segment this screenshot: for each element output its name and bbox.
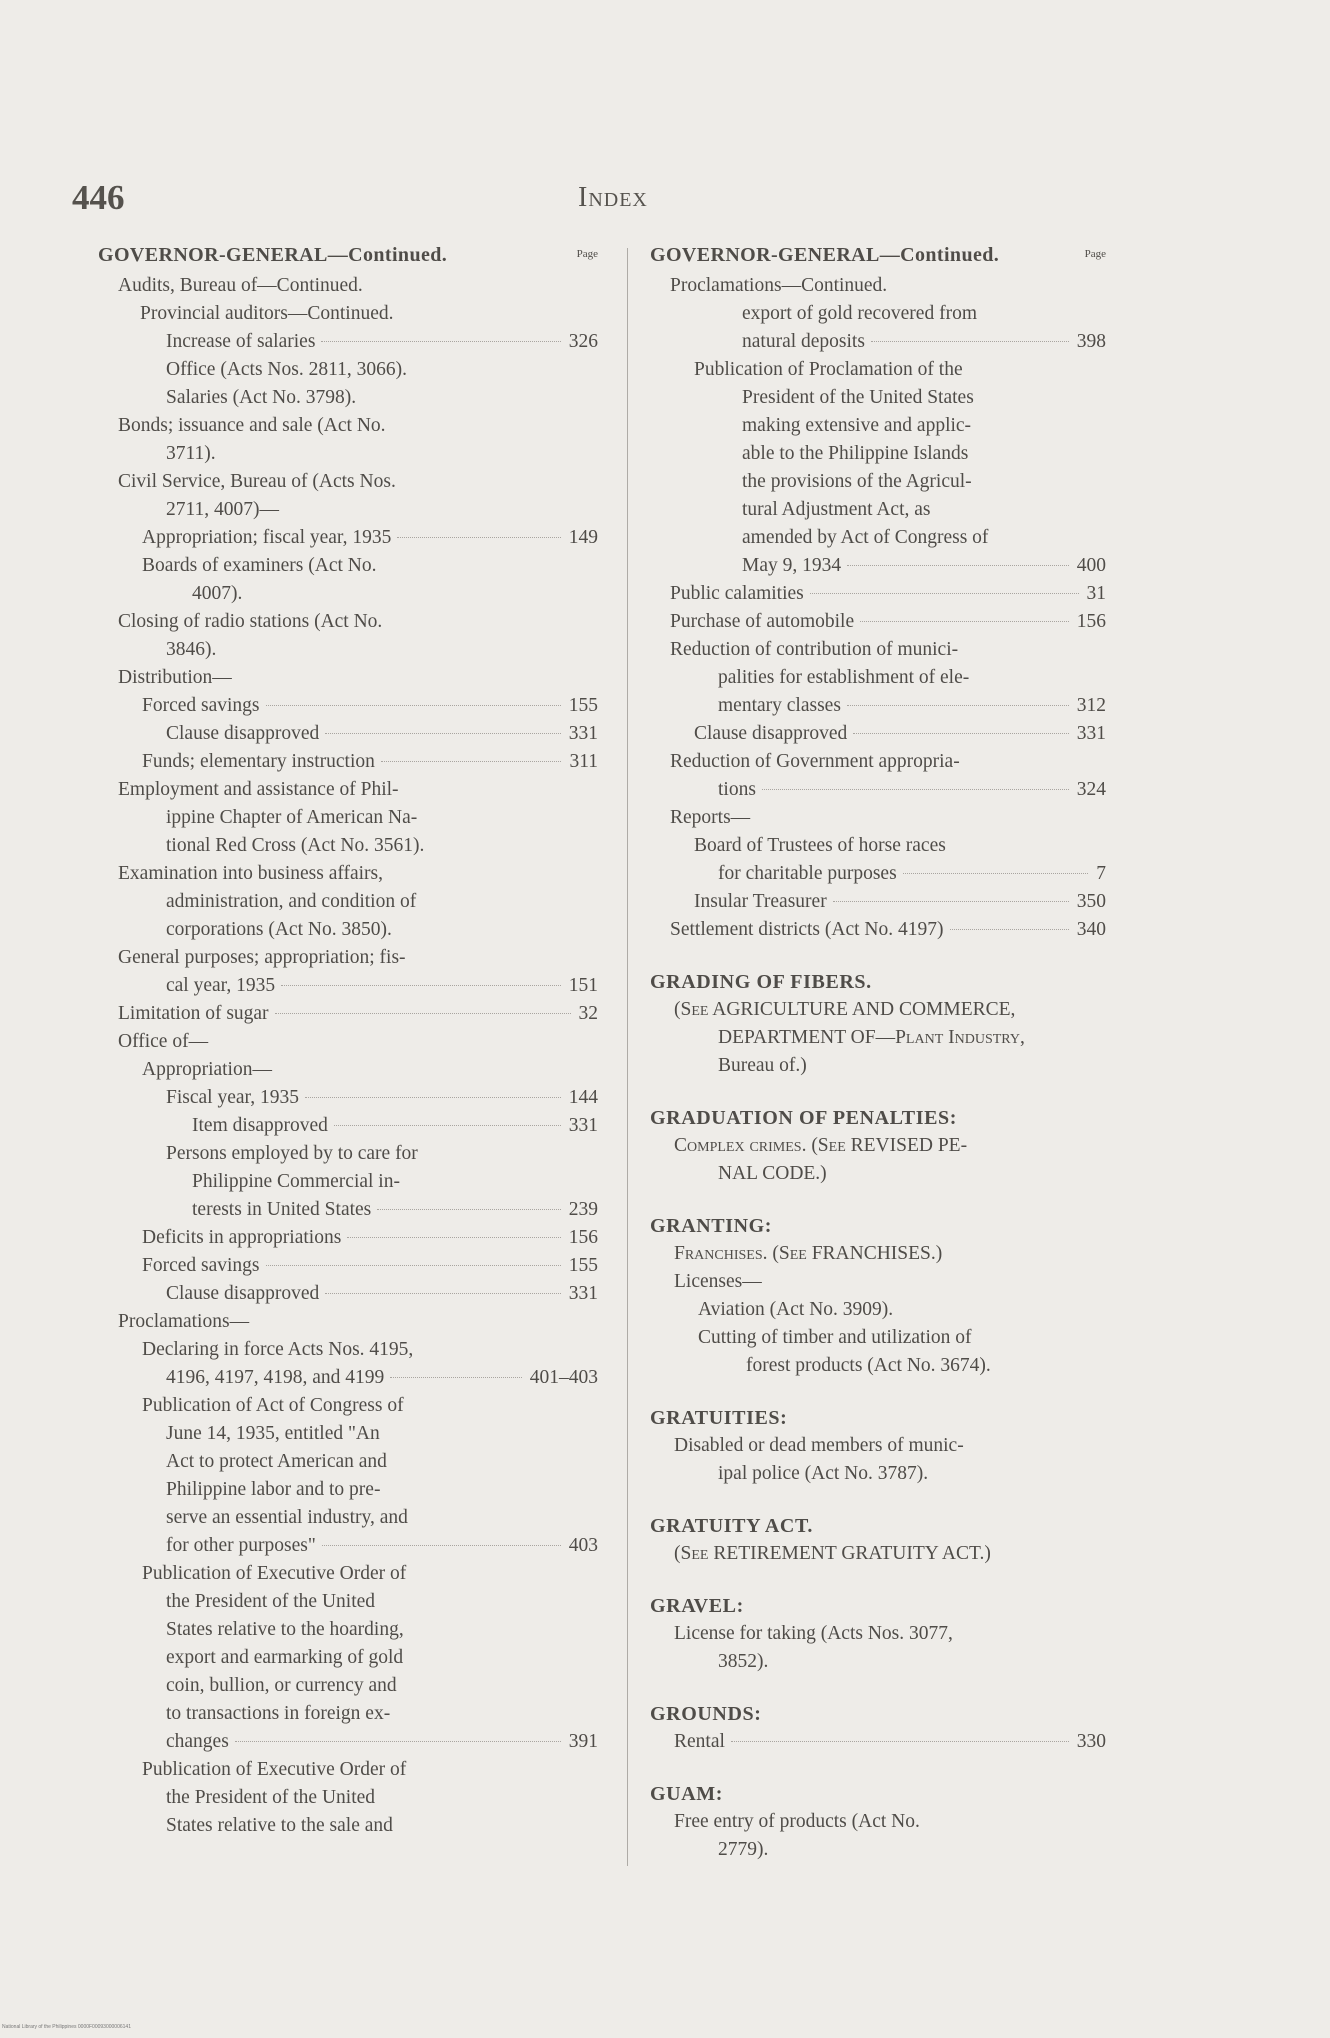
entry-text: coin, bullion, or currency and bbox=[166, 1675, 397, 1696]
index-entry bbox=[650, 1052, 1106, 1080]
index-entry bbox=[98, 1728, 598, 1756]
index-entry bbox=[98, 300, 598, 328]
entry-text: 3846). bbox=[166, 639, 217, 660]
leader-dots bbox=[235, 1741, 561, 1742]
index-entry bbox=[98, 608, 598, 636]
page-ref: 398 bbox=[1076, 331, 1106, 352]
entry-text: Boards of examiners (Act No. bbox=[142, 555, 377, 576]
leader-dots bbox=[266, 1265, 561, 1266]
entry-text: States relative to the sale and bbox=[166, 1815, 393, 1836]
entry-text: Office (Acts Nos. 2811, 3066). bbox=[166, 359, 407, 380]
index-entry bbox=[98, 1700, 598, 1728]
index-entry bbox=[98, 1280, 598, 1308]
index-entry bbox=[98, 384, 598, 412]
index-entry bbox=[98, 356, 598, 384]
leader-dots bbox=[860, 621, 1069, 622]
column-header bbox=[98, 244, 598, 272]
entry-text: Bonds; issuance and sale (Act No. bbox=[118, 415, 386, 436]
index-entry bbox=[98, 1504, 598, 1532]
index-entry bbox=[98, 972, 598, 1000]
index-entry bbox=[650, 1460, 1106, 1488]
index-entry bbox=[650, 776, 1106, 804]
index-entry bbox=[650, 1352, 1106, 1380]
page-ref: 32 bbox=[578, 1003, 598, 1024]
entry-text: serve an essential industry, and bbox=[166, 1507, 408, 1528]
entry-text: terests in United States bbox=[192, 1199, 372, 1220]
index-entry bbox=[98, 272, 598, 300]
entry-text: Aviation (Act No. 3909). bbox=[698, 1299, 894, 1320]
entry-text: the President of the United bbox=[166, 1591, 376, 1612]
index-entry bbox=[650, 524, 1106, 552]
entry-text: Declaring in force Acts Nos. 4195, bbox=[142, 1339, 414, 1360]
index-entry bbox=[98, 888, 598, 916]
index-entry bbox=[98, 944, 598, 972]
index-entry bbox=[98, 468, 598, 496]
page-ref: 350 bbox=[1076, 891, 1106, 912]
index-entry bbox=[98, 1392, 598, 1420]
page-ref: 331 bbox=[568, 1283, 598, 1304]
entry-text: GRATUITIES: bbox=[650, 1407, 788, 1429]
entry-text: May 9, 1934 bbox=[742, 555, 842, 576]
index-entry bbox=[650, 1024, 1106, 1052]
index-entry bbox=[650, 1160, 1106, 1188]
index-entry bbox=[650, 1432, 1106, 1460]
entry-text: Rental bbox=[674, 1731, 725, 1752]
entry-text: tions bbox=[718, 779, 756, 800]
index-entry bbox=[98, 580, 598, 608]
entry-text: Settlement districts (Act No. 4197) bbox=[670, 919, 944, 940]
page-ref: 156 bbox=[568, 1227, 598, 1248]
entry-text: Franchises. (See FRANCHISES.) bbox=[674, 1243, 943, 1264]
entry-text: Persons employed by to care for bbox=[166, 1143, 418, 1164]
index-entry bbox=[650, 1268, 1106, 1296]
index-entry bbox=[98, 1756, 598, 1784]
index-entry bbox=[98, 832, 598, 860]
leader-dots bbox=[334, 1125, 561, 1126]
index-entry bbox=[98, 1000, 598, 1028]
page-ref: 331 bbox=[1076, 723, 1106, 744]
entry-text: for other purposes" bbox=[166, 1535, 316, 1556]
entry-text: Provincial auditors—Continued. bbox=[140, 303, 394, 324]
entry-text: Reduction of Government appropria- bbox=[670, 751, 960, 772]
leader-dots bbox=[810, 593, 1079, 594]
entry-text: (See AGRICULTURE AND COMMERCE, bbox=[674, 999, 1016, 1020]
entry-text: Reduction of contribution of munici- bbox=[670, 639, 959, 660]
index-entry bbox=[98, 524, 598, 552]
index-entry bbox=[650, 916, 1106, 944]
index-entry bbox=[98, 1168, 598, 1196]
entry-text: to transactions in foreign ex- bbox=[166, 1703, 391, 1724]
entry-text: Appropriation— bbox=[142, 1059, 272, 1080]
entry-text: making extensive and applic- bbox=[742, 415, 972, 436]
index-entry bbox=[650, 1648, 1106, 1676]
index-heading bbox=[650, 968, 1106, 996]
entry-text: corporations (Act No. 3850). bbox=[166, 919, 392, 940]
index-entry bbox=[98, 1112, 598, 1140]
page-ref: 312 bbox=[1076, 695, 1106, 716]
index-entry bbox=[98, 1364, 598, 1392]
index-entry bbox=[650, 552, 1106, 580]
index-entry bbox=[98, 1616, 598, 1644]
right-index-column bbox=[650, 244, 1106, 1864]
index-entry bbox=[98, 1560, 598, 1588]
index-entry bbox=[650, 1620, 1106, 1648]
entry-text: cal year, 1935 bbox=[166, 975, 276, 996]
index-entries bbox=[98, 272, 598, 1840]
entry-text: GUAM: bbox=[650, 1783, 723, 1805]
index-entry bbox=[650, 384, 1106, 412]
entry-text: Bureau of.) bbox=[718, 1055, 807, 1076]
entry-text: June 14, 1935, entitled "An bbox=[166, 1423, 380, 1444]
index-entry bbox=[98, 664, 598, 692]
entry-text: States relative to the hoarding, bbox=[166, 1619, 404, 1640]
entry-text: GRADUATION OF PENALTIES: bbox=[650, 1107, 958, 1129]
leader-dots bbox=[377, 1209, 560, 1210]
index-entry bbox=[98, 1336, 598, 1364]
entry-text: DEPARTMENT OF—Plant Industry, bbox=[718, 1027, 1025, 1048]
entry-text: natural deposits bbox=[742, 331, 865, 352]
index-entry bbox=[650, 720, 1106, 748]
leader-dots bbox=[390, 1377, 521, 1378]
index-entry bbox=[98, 916, 598, 944]
index-entry bbox=[98, 1476, 598, 1504]
index-entry bbox=[98, 748, 598, 776]
entry-text: Closing of radio stations (Act No. bbox=[118, 611, 383, 632]
page-ref: 324 bbox=[1076, 779, 1106, 800]
entry-text: Office of— bbox=[118, 1031, 209, 1052]
entry-text: Purchase of automobile bbox=[670, 611, 855, 632]
index-entry bbox=[650, 300, 1106, 328]
index-entry bbox=[98, 1532, 598, 1560]
index-entry bbox=[650, 328, 1106, 356]
column-header bbox=[650, 244, 1106, 272]
index-entry bbox=[650, 496, 1106, 524]
entry-text: ipal police (Act No. 3787). bbox=[718, 1463, 929, 1484]
index-entry bbox=[98, 1588, 598, 1616]
index-entry bbox=[650, 636, 1106, 664]
index-entry bbox=[650, 1132, 1106, 1160]
index-entry bbox=[650, 468, 1106, 496]
page-ref: 401–403 bbox=[529, 1367, 598, 1388]
leader-dots bbox=[305, 1097, 561, 1098]
entry-text: Forced savings bbox=[142, 695, 260, 716]
page-ref: 403 bbox=[568, 1535, 598, 1556]
index-entry bbox=[650, 608, 1106, 636]
column-header-label: GOVERNOR-GENERAL—Continued. bbox=[650, 244, 1000, 266]
entry-text: GRANTING: bbox=[650, 1215, 773, 1237]
index-heading bbox=[650, 1512, 1106, 1540]
leader-dots bbox=[381, 761, 562, 762]
leader-dots bbox=[833, 901, 1069, 902]
running-head: Index bbox=[578, 182, 648, 213]
index-entry bbox=[650, 1728, 1106, 1756]
entry-text: 3711). bbox=[166, 443, 216, 464]
entry-text: Act to protect American and bbox=[166, 1451, 387, 1472]
entry-text: 2711, 4007)— bbox=[166, 499, 280, 520]
page-ref: 331 bbox=[568, 1115, 598, 1136]
index-entry bbox=[98, 692, 598, 720]
index-entry bbox=[98, 804, 598, 832]
index-entry bbox=[98, 1672, 598, 1700]
entry-text: Employment and assistance of Phil- bbox=[118, 779, 399, 800]
entry-text: Board of Trustees of horse races bbox=[694, 835, 946, 856]
index-heading bbox=[650, 1404, 1106, 1432]
index-entry bbox=[98, 860, 598, 888]
index-entry bbox=[98, 1812, 598, 1840]
page-ref: 340 bbox=[1076, 919, 1106, 940]
index-entry bbox=[650, 888, 1106, 916]
entry-text: tural Adjustment Act, as bbox=[742, 499, 931, 520]
entry-text: Item disapproved bbox=[192, 1115, 328, 1136]
index-entry bbox=[98, 1308, 598, 1336]
entry-text: Increase of salaries bbox=[166, 331, 316, 352]
entry-text: able to the Philippine Islands bbox=[742, 443, 969, 464]
entry-text: tional Red Cross (Act No. 3561). bbox=[166, 835, 425, 856]
entry-text: Public calamities bbox=[670, 583, 804, 604]
leader-dots bbox=[762, 789, 1069, 790]
entry-text: Reports— bbox=[670, 807, 751, 828]
index-entry bbox=[98, 636, 598, 664]
entry-text: Deficits in appropriations bbox=[142, 1227, 342, 1248]
entry-text: 4007). bbox=[192, 583, 243, 604]
index-heading bbox=[650, 1780, 1106, 1808]
column-header-label: GOVERNOR-GENERAL—Continued. bbox=[98, 244, 448, 266]
entry-text: 2779). bbox=[718, 1839, 769, 1860]
index-entry bbox=[98, 1784, 598, 1812]
index-entry bbox=[650, 580, 1106, 608]
entry-text: Salaries (Act No. 3798). bbox=[166, 387, 357, 408]
entry-text: Philippine labor and to pre- bbox=[166, 1479, 381, 1500]
index-entry bbox=[650, 440, 1106, 468]
index-entry bbox=[98, 776, 598, 804]
entry-text: Clause disapproved bbox=[166, 723, 320, 744]
index-heading bbox=[650, 1104, 1106, 1132]
entry-text: Philippine Commercial in- bbox=[192, 1171, 400, 1192]
entry-text: (See RETIREMENT GRATUITY ACT.) bbox=[674, 1543, 991, 1564]
index-entry bbox=[650, 832, 1106, 860]
index-entry bbox=[650, 692, 1106, 720]
leader-dots bbox=[321, 341, 560, 342]
page-ref: 151 bbox=[568, 975, 598, 996]
index-entry bbox=[650, 664, 1106, 692]
entry-text: Publication of Act of Congress of bbox=[142, 1395, 404, 1416]
index-entry bbox=[98, 412, 598, 440]
entry-text: export and earmarking of gold bbox=[166, 1647, 404, 1668]
column-divider bbox=[627, 248, 628, 1866]
entry-text: Clause disapproved bbox=[166, 1283, 320, 1304]
entry-text: Free entry of products (Act No. bbox=[674, 1811, 920, 1832]
page-ref: 155 bbox=[568, 695, 598, 716]
entry-text: Licenses— bbox=[674, 1271, 762, 1292]
page-ref: 400 bbox=[1076, 555, 1106, 576]
index-entry bbox=[650, 1296, 1106, 1324]
page-column-label: Page bbox=[1084, 248, 1106, 260]
entry-text: Cutting of timber and utilization of bbox=[698, 1327, 972, 1348]
index-entry bbox=[650, 412, 1106, 440]
entry-text: Funds; elementary instruction bbox=[142, 751, 375, 772]
entry-text: Clause disapproved bbox=[694, 723, 848, 744]
entry-text: Proclamations—Continued. bbox=[670, 275, 888, 296]
left-index-column bbox=[98, 244, 598, 1840]
entry-text: administration, and condition of bbox=[166, 891, 417, 912]
index-entry bbox=[650, 356, 1106, 384]
page-ref: 149 bbox=[568, 527, 598, 548]
index-entry bbox=[98, 496, 598, 524]
entry-text: the President of the United bbox=[166, 1787, 376, 1808]
leader-dots bbox=[275, 1013, 571, 1014]
page-ref: 7 bbox=[1096, 863, 1106, 884]
entry-text: GRADING OF FIBERS. bbox=[650, 971, 872, 993]
entry-text: Audits, Bureau of—Continued. bbox=[118, 275, 363, 296]
index-entry bbox=[650, 1808, 1106, 1836]
page-ref: 311 bbox=[569, 751, 598, 772]
entry-text: GRATUITY ACT. bbox=[650, 1515, 814, 1537]
entry-text: palities for establishment of ele- bbox=[718, 667, 970, 688]
index-entry bbox=[650, 1240, 1106, 1268]
entry-text: GRAVEL: bbox=[650, 1595, 744, 1617]
index-entry bbox=[650, 996, 1106, 1024]
entry-text: 3852). bbox=[718, 1651, 769, 1672]
entry-text: the provisions of the Agricul- bbox=[742, 471, 972, 492]
page-ref: 330 bbox=[1076, 1731, 1106, 1752]
entry-text: Forced savings bbox=[142, 1255, 260, 1276]
page-ref: 326 bbox=[568, 331, 598, 352]
leader-dots bbox=[847, 705, 1069, 706]
index-entry bbox=[650, 860, 1106, 888]
leader-dots bbox=[347, 1237, 560, 1238]
index-entry bbox=[650, 1836, 1106, 1864]
leader-dots bbox=[325, 733, 560, 734]
index-entry bbox=[98, 1224, 598, 1252]
leader-dots bbox=[853, 733, 1068, 734]
index-heading bbox=[650, 1592, 1106, 1620]
leader-dots bbox=[397, 537, 560, 538]
index-entries bbox=[650, 272, 1106, 1864]
entry-text: Limitation of sugar bbox=[118, 1003, 269, 1024]
entry-text: Civil Service, Bureau of (Acts Nos. bbox=[118, 471, 396, 492]
index-entry bbox=[98, 1028, 598, 1056]
entry-text: NAL CODE.) bbox=[718, 1163, 827, 1184]
index-entry bbox=[98, 1084, 598, 1112]
index-entry bbox=[98, 1140, 598, 1168]
entry-text: Appropriation; fiscal year, 1935 bbox=[142, 527, 392, 548]
entry-text: amended by Act of Congress of bbox=[742, 527, 989, 548]
index-entry bbox=[650, 1324, 1106, 1352]
entry-text: Fiscal year, 1935 bbox=[166, 1087, 299, 1108]
entry-text: Examination into business affairs, bbox=[118, 863, 384, 884]
entry-text: Complex crimes. (See REVISED PE- bbox=[674, 1135, 968, 1156]
entry-text: changes bbox=[166, 1731, 229, 1752]
leader-dots bbox=[325, 1293, 560, 1294]
page-ref: 331 bbox=[568, 723, 598, 744]
footer-credit: National Library of the Philippines 0000F00093000006141 bbox=[2, 2024, 131, 2030]
page-ref: 155 bbox=[568, 1255, 598, 1276]
index-entry bbox=[650, 748, 1106, 776]
entry-text: Disabled or dead members of munic- bbox=[674, 1435, 964, 1456]
entry-text: President of the United States bbox=[742, 387, 974, 408]
page-column-label: Page bbox=[576, 248, 598, 260]
index-entry bbox=[650, 804, 1106, 832]
page-ref: 144 bbox=[568, 1087, 598, 1108]
index-heading bbox=[650, 1212, 1106, 1240]
index-entry bbox=[98, 440, 598, 468]
page-number: 446 bbox=[72, 178, 125, 217]
page-ref: 156 bbox=[1076, 611, 1106, 632]
index-entry bbox=[650, 272, 1106, 300]
entry-text: Proclamations— bbox=[118, 1311, 250, 1332]
index-entry bbox=[98, 552, 598, 580]
page-ref: 31 bbox=[1086, 583, 1106, 604]
entry-text: for charitable purposes bbox=[718, 863, 897, 884]
entry-text: 4196, 4197, 4198, and 4199 bbox=[166, 1367, 385, 1388]
leader-dots bbox=[871, 341, 1069, 342]
entry-text: mentary classes bbox=[718, 695, 841, 716]
leader-dots bbox=[266, 705, 561, 706]
leader-dots bbox=[847, 565, 1069, 566]
index-entry bbox=[98, 720, 598, 748]
entry-text: forest products (Act No. 3674). bbox=[746, 1355, 991, 1376]
index-entry bbox=[98, 1056, 598, 1084]
entry-text: Distribution— bbox=[118, 667, 232, 688]
page-ref: 391 bbox=[568, 1731, 598, 1752]
index-entry bbox=[98, 328, 598, 356]
leader-dots bbox=[950, 929, 1069, 930]
index-entry bbox=[98, 1252, 598, 1280]
entry-text: Insular Treasurer bbox=[694, 891, 827, 912]
index-entry bbox=[650, 1540, 1106, 1568]
entry-text: General purposes; appropriation; fis- bbox=[118, 947, 406, 968]
index-entry bbox=[98, 1196, 598, 1224]
leader-dots bbox=[731, 1741, 1069, 1742]
entry-text: Publication of Executive Order of bbox=[142, 1563, 407, 1584]
entry-text: GROUNDS: bbox=[650, 1703, 762, 1725]
leader-dots bbox=[322, 1545, 561, 1546]
page-ref: 239 bbox=[568, 1199, 598, 1220]
index-entry bbox=[98, 1448, 598, 1476]
index-entry bbox=[98, 1644, 598, 1672]
entry-text: Publication of Executive Order of bbox=[142, 1759, 407, 1780]
entry-text: License for taking (Acts Nos. 3077, bbox=[674, 1623, 953, 1644]
entry-text: Publication of Proclamation of the bbox=[694, 359, 963, 380]
leader-dots bbox=[903, 873, 1089, 874]
entry-text: ippine Chapter of American Na- bbox=[166, 807, 418, 828]
index-entry bbox=[98, 1420, 598, 1448]
leader-dots bbox=[281, 985, 561, 986]
index-heading bbox=[650, 1700, 1106, 1728]
entry-text: export of gold recovered from bbox=[742, 303, 977, 324]
